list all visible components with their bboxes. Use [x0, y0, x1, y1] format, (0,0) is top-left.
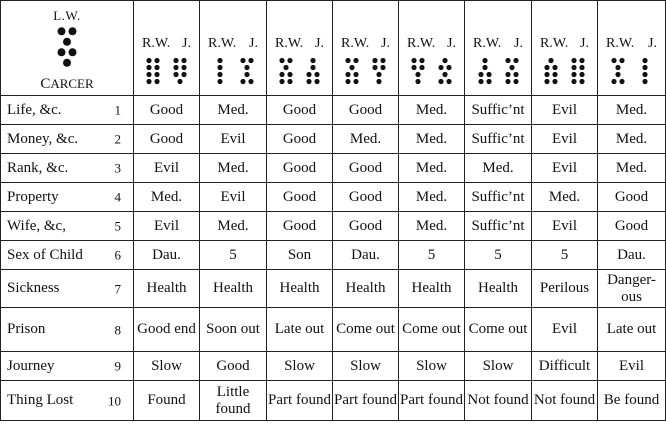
table-cell: Perilous — [532, 270, 598, 308]
figure-dot — [412, 65, 417, 70]
figure-dot — [482, 65, 487, 70]
column-label-right: J. — [514, 36, 523, 51]
figure-dot — [420, 58, 425, 63]
figure-dot — [217, 72, 222, 77]
figure-dot — [147, 79, 152, 84]
table-row — [1, 125, 666, 154]
table-cell: Slow — [465, 352, 532, 381]
figure-dot — [310, 65, 315, 70]
figure-dot — [416, 79, 421, 84]
figure-dot — [314, 79, 319, 84]
figure-dot — [505, 79, 510, 84]
figure-dot — [486, 72, 491, 77]
figure-dot — [615, 72, 620, 77]
table-cell: Med. — [134, 183, 200, 212]
corner-label-top: L.W. — [53, 8, 81, 23]
table-cell: Health — [134, 270, 200, 308]
figure-dot — [280, 72, 285, 77]
table-cell: Come out — [333, 308, 399, 352]
figure-dot — [571, 65, 576, 70]
table-cell: Evil — [200, 125, 267, 154]
table-cell: Come out — [399, 308, 465, 352]
row-number: 10 — [108, 393, 121, 408]
figure-dot — [310, 58, 315, 63]
row-number: 5 — [114, 218, 121, 234]
figure-dot — [553, 72, 558, 77]
table-cell: Little found — [200, 381, 267, 421]
column-label-left: R.W. — [407, 36, 436, 51]
figure-dot — [181, 72, 186, 77]
column-label-left: R.W. — [606, 36, 635, 51]
table-cell: Med. — [333, 125, 399, 154]
figure-dot — [579, 65, 584, 70]
figure-dot — [69, 48, 77, 56]
figure-dot — [505, 58, 510, 63]
table-cell: Good — [134, 125, 200, 154]
figure-dot — [442, 58, 447, 63]
figure-dot — [571, 58, 576, 63]
table-cell: Part found — [399, 381, 465, 421]
table-cell: Suffic’nt — [465, 125, 532, 154]
figure-dot — [155, 72, 160, 77]
figure-dot — [280, 58, 285, 63]
table-cell: Evil — [134, 154, 200, 183]
row-label-cell — [1, 241, 134, 270]
figure-dot — [438, 79, 443, 84]
figure-dot — [478, 79, 483, 84]
figure-dot — [611, 79, 616, 84]
table-cell: Med. — [598, 125, 666, 154]
table-cell: Dau. — [134, 241, 200, 270]
column-figure-right-icon — [305, 57, 321, 90]
table-cell: Evil — [532, 154, 598, 183]
figure-dot — [248, 58, 253, 63]
column-figure-left-icon — [477, 57, 493, 90]
figure-dot — [380, 58, 385, 63]
figure-dot — [513, 58, 518, 63]
column-label-right: J. — [249, 36, 258, 51]
row-label-cell — [1, 352, 134, 381]
table-cell: Health — [399, 270, 465, 308]
table-cell: Health — [200, 270, 267, 308]
row-label: Rank, &c. — [7, 159, 69, 176]
column-label-left: R.W. — [142, 36, 171, 51]
figure-dot — [619, 58, 624, 63]
figure-dot — [58, 48, 66, 56]
figure-dot — [173, 65, 178, 70]
table-cell: Med. — [399, 96, 465, 125]
row-label: Prison — [7, 321, 46, 337]
row-label-cell — [1, 270, 134, 308]
figure-dot — [482, 58, 487, 63]
table-cell: Be found — [598, 381, 666, 421]
figure-dot — [579, 79, 584, 84]
table-cell: Evil — [598, 352, 666, 381]
figure-dot — [513, 79, 518, 84]
figure-dot — [69, 27, 77, 35]
figure-dot — [643, 72, 648, 77]
column-figure-left-icon — [610, 57, 626, 90]
table-cell: Med. — [399, 125, 465, 154]
table-row — [1, 154, 666, 183]
figure-dot — [513, 72, 518, 77]
table-cell: Good — [267, 125, 333, 154]
column-figure-right-icon — [371, 57, 387, 90]
figure-dot — [346, 58, 351, 63]
figure-dot — [643, 79, 648, 84]
figure-dot — [478, 72, 483, 77]
column-label-left: R.W. — [341, 36, 370, 51]
column-header — [333, 1, 399, 96]
column-figure-left-icon — [212, 57, 228, 90]
figure-dot — [240, 79, 245, 84]
column-header — [267, 1, 333, 96]
table-cell: Not found — [532, 381, 598, 421]
row-label: Life, &c. — [7, 101, 62, 118]
figure-dot — [553, 65, 558, 70]
figure-dot — [306, 72, 311, 77]
figure-dot — [643, 58, 648, 63]
table-cell: Good — [598, 183, 666, 212]
figure-dot — [412, 58, 417, 63]
table-cell: 5 — [532, 241, 598, 270]
column-figure-right-icon — [437, 57, 453, 90]
header-row — [1, 1, 666, 96]
table-cell: Med. — [399, 154, 465, 183]
table-cell: Slow — [267, 352, 333, 381]
table-cell: Good — [267, 154, 333, 183]
column-header — [465, 1, 532, 96]
figure-dot — [63, 38, 71, 46]
figure-dot — [376, 79, 381, 84]
table-cell: Slow — [399, 352, 465, 381]
table-cell: Med. — [399, 212, 465, 241]
table-cell: 5 — [465, 241, 532, 270]
figure-dot — [380, 65, 385, 70]
table-cell: Med. — [399, 183, 465, 212]
table-cell: 5 — [399, 241, 465, 270]
table-cell: Slow — [333, 352, 399, 381]
row-number: 2 — [114, 131, 121, 147]
column-label-right: J. — [381, 36, 390, 51]
table-cell: Son — [267, 241, 333, 270]
table-cell: Suffic’nt — [465, 212, 532, 241]
row-label-cell — [1, 212, 134, 241]
table-cell: Good — [267, 212, 333, 241]
figure-dot — [147, 72, 152, 77]
figure-dot — [571, 79, 576, 84]
table-cell: Good — [333, 154, 399, 183]
table-cell: Evil — [532, 308, 598, 352]
column-label-left: R.W. — [208, 36, 237, 51]
figure-dot — [240, 58, 245, 63]
row-label-cell — [1, 125, 134, 154]
table-cell: Med. — [598, 154, 666, 183]
table-cell: Health — [267, 270, 333, 308]
figure-dot — [173, 58, 178, 63]
table-cell: Health — [465, 270, 532, 308]
row-label: Sickness — [7, 280, 60, 296]
figure-dot — [63, 59, 71, 67]
row-label: Sex of Child — [7, 246, 83, 263]
table-cell: Evil — [532, 212, 598, 241]
column-label-right: J. — [447, 36, 456, 51]
row-label-cell — [1, 183, 134, 212]
figure-dot — [615, 65, 620, 70]
figure-dot — [350, 65, 355, 70]
figure-dot — [446, 65, 451, 70]
figure-dot — [288, 58, 293, 63]
figure-dot — [58, 27, 66, 35]
figure-dot — [553, 79, 558, 84]
figure-dot — [354, 79, 359, 84]
figure-dot — [643, 65, 648, 70]
column-label-left: R.W. — [540, 36, 569, 51]
figure-dot — [217, 65, 222, 70]
table-cell: Evil — [134, 212, 200, 241]
figure-dot — [505, 72, 510, 77]
figure-dot — [155, 58, 160, 63]
column-label-left: R.W. — [275, 36, 304, 51]
figure-dot — [354, 58, 359, 63]
row-label-cell — [1, 154, 134, 183]
column-header — [134, 1, 200, 96]
row-number: 4 — [114, 189, 121, 205]
row-number: 1 — [114, 102, 121, 118]
table-cell: Med. — [200, 154, 267, 183]
row-label: Money, &c. — [7, 130, 79, 147]
row-number: 6 — [114, 247, 121, 263]
table-row — [1, 270, 666, 308]
figure-dot — [346, 72, 351, 77]
figure-dot — [354, 72, 359, 77]
table-cell: Slow — [134, 352, 200, 381]
figure-dot — [244, 65, 249, 70]
table-cell: Suffic’nt — [465, 96, 532, 125]
figure-dot — [248, 79, 253, 84]
table-cell: Med. — [200, 96, 267, 125]
column-header — [532, 1, 598, 96]
table-row — [1, 381, 666, 421]
column-figure-left-icon — [278, 57, 294, 90]
figure-dot — [181, 58, 186, 63]
figure-dot — [244, 72, 249, 77]
table-cell: Med. — [532, 183, 598, 212]
figure-dot — [155, 79, 160, 84]
row-label: Property — [7, 188, 59, 205]
table-cell: Good — [134, 96, 200, 125]
figure-dot — [509, 65, 514, 70]
figure-dot — [619, 79, 624, 84]
table-row — [1, 352, 666, 381]
figure-dot — [376, 72, 381, 77]
table-cell: Med. — [200, 212, 267, 241]
table-cell: Dau. — [333, 241, 399, 270]
figure-dot — [545, 65, 550, 70]
figure-dot — [442, 72, 447, 77]
column-figure-right-icon — [504, 57, 520, 90]
figure-dot — [549, 58, 554, 63]
table-row — [1, 212, 666, 241]
figure-dot — [181, 65, 186, 70]
column-figure-right-icon — [239, 57, 255, 90]
column-figure-left-icon — [145, 57, 161, 90]
table-cell: Suffic’nt — [465, 183, 532, 212]
figure-dot — [147, 58, 152, 63]
figure-dot — [155, 65, 160, 70]
figure-dot — [288, 79, 293, 84]
row-number: 9 — [114, 358, 121, 374]
column-figure-right-icon — [172, 57, 188, 90]
row-label-cell — [1, 381, 134, 421]
figure-dot — [438, 65, 443, 70]
row-label: Journey — [7, 357, 55, 374]
column-figure-left-icon — [410, 57, 426, 90]
table-cell: Good — [333, 212, 399, 241]
table-cell: Good — [267, 183, 333, 212]
figure-dot — [571, 72, 576, 77]
column-label-right: J. — [315, 36, 324, 51]
column-figure-right-icon — [637, 57, 653, 90]
table-row — [1, 241, 666, 270]
column-label-right: J. — [580, 36, 589, 51]
figure-dot — [416, 72, 421, 77]
table-cell: Good — [267, 96, 333, 125]
table-cell: Danger- ous — [598, 270, 666, 308]
table-cell: Dau. — [598, 241, 666, 270]
row-number: 3 — [114, 160, 121, 176]
figure-dot — [280, 79, 285, 84]
figure-dot — [579, 72, 584, 77]
table-row — [1, 308, 666, 352]
row-label-cell — [1, 96, 134, 125]
column-figure-right-icon — [570, 57, 586, 90]
figure-dot — [217, 79, 222, 84]
row-number: 7 — [114, 281, 121, 296]
column-header — [200, 1, 267, 96]
table-cell: Not found — [465, 381, 532, 421]
figure-dot — [173, 72, 178, 77]
table-cell: Soon out — [200, 308, 267, 352]
table-row — [1, 183, 666, 212]
row-label: Thing Lost — [7, 392, 74, 408]
figure-dot — [306, 79, 311, 84]
table-cell: Evil — [200, 183, 267, 212]
figure-dot — [420, 65, 425, 70]
corner-cell — [1, 1, 134, 96]
figure-dot — [314, 72, 319, 77]
table-cell: Good — [200, 352, 267, 381]
row-number: 8 — [114, 322, 121, 337]
table-cell: 5 — [200, 241, 267, 270]
corner-label-bottom: CARCER — [40, 76, 94, 92]
figure-dot — [545, 79, 550, 84]
figure-dot — [446, 79, 451, 84]
table-cell: Part found — [333, 381, 399, 421]
figure-dot — [284, 65, 289, 70]
column-figure-left-icon — [543, 57, 559, 90]
table-cell: Part found — [267, 381, 333, 421]
table-cell: Found — [134, 381, 200, 421]
column-header — [598, 1, 666, 96]
figure-dot — [611, 58, 616, 63]
table-cell: Med. — [465, 154, 532, 183]
table-cell: Evil — [532, 125, 598, 154]
column-label-left: R.W. — [473, 36, 502, 51]
column-header — [399, 1, 465, 96]
figure-dot — [372, 58, 377, 63]
table-cell: Med. — [598, 96, 666, 125]
row-label: Wife, &c, — [7, 217, 66, 234]
figure-dot — [177, 79, 182, 84]
figure-dot — [579, 58, 584, 63]
table-cell: Late out — [598, 308, 666, 352]
figure-dot — [147, 65, 152, 70]
figure-dot — [545, 72, 550, 77]
carcer-figure-icon — [56, 26, 78, 73]
table-cell: Come out — [465, 308, 532, 352]
table-cell: Good — [598, 212, 666, 241]
table-cell: Good — [333, 96, 399, 125]
table-cell: Evil — [532, 96, 598, 125]
table-cell: Good — [333, 183, 399, 212]
table-cell: Health — [333, 270, 399, 308]
table-row — [1, 96, 666, 125]
column-label-right: J. — [182, 36, 191, 51]
table-cell: Difficult — [532, 352, 598, 381]
table-cell: Late out — [267, 308, 333, 352]
figure-dot — [217, 58, 222, 63]
figure-dot — [288, 72, 293, 77]
figure-dot — [346, 79, 351, 84]
figure-dot — [486, 79, 491, 84]
row-label-cell — [1, 308, 134, 352]
column-label-right: J. — [648, 36, 657, 51]
figure-dot — [372, 65, 377, 70]
column-figure-left-icon — [344, 57, 360, 90]
table-cell: Good end — [134, 308, 200, 352]
